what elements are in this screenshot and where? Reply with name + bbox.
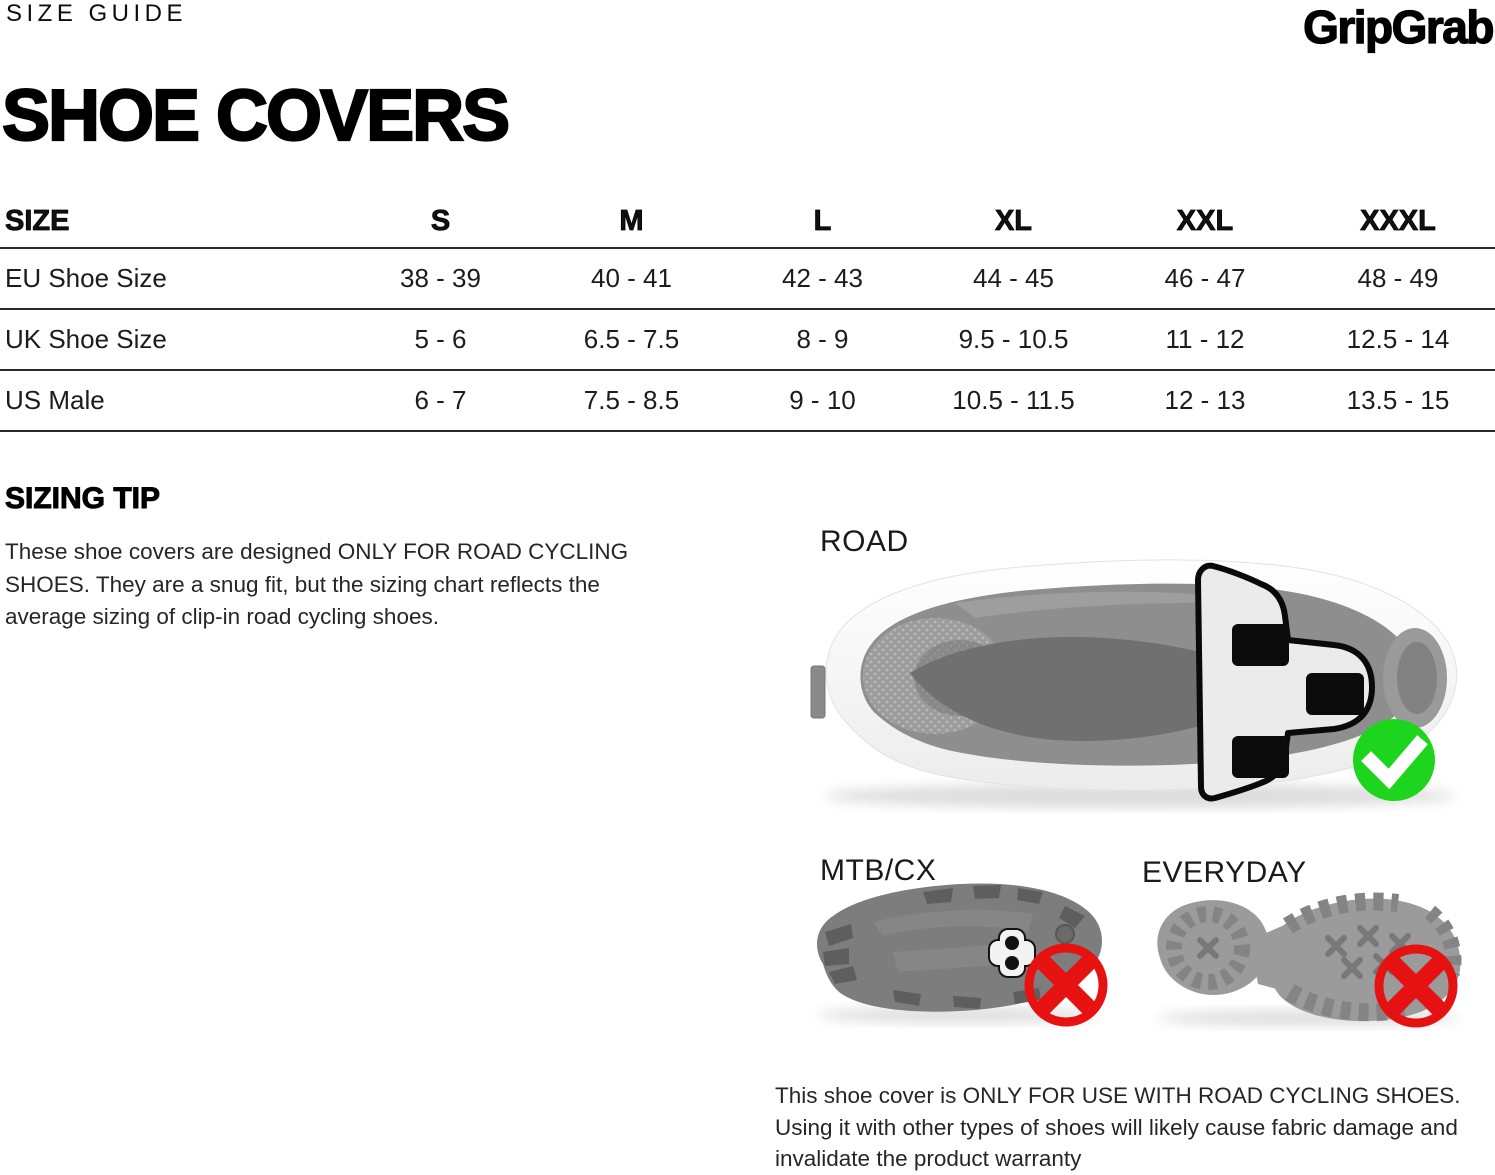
row-label: US Male [0, 370, 345, 431]
page-title: SHOE COVERS [2, 76, 509, 156]
mtb-toe-bolt [1056, 925, 1074, 943]
size-cell: 46 - 47 [1109, 248, 1301, 309]
size-column-header: XL [918, 190, 1109, 248]
size-cell: 5 - 6 [345, 309, 536, 370]
page-kicker: SIZE GUIDE [6, 0, 188, 27]
size-cell: 12 - 13 [1109, 370, 1301, 431]
check-icon [1353, 719, 1435, 801]
sizing-tip-heading: SIZING TIP [5, 482, 161, 515]
size-cell: 7.5 - 8.5 [536, 370, 727, 431]
road-section-label: ROAD [820, 525, 909, 558]
everyday-shoe-sole-image [1146, 866, 1468, 1034]
size-cell: 9.5 - 10.5 [918, 309, 1109, 370]
size-cell: 13.5 - 15 [1301, 370, 1495, 431]
size-cell: 8 - 9 [727, 309, 918, 370]
row-label: UK Shoe Size [0, 309, 345, 370]
size-cell: 11 - 12 [1109, 309, 1301, 370]
sizing-tip-text: These shoe covers are designed ONLY FOR ROAD CYCLING SHOES. They are a snug fit, but the sizing chart reflects the average sizing of clip-in road cycling shoes. [5, 539, 629, 629]
size-column-header: S [345, 190, 536, 248]
size-cell: 9 - 10 [727, 370, 918, 431]
road-toe-pad-inner [1397, 642, 1437, 714]
table-row [0, 309, 1495, 370]
road-heel-tab [811, 666, 825, 718]
size-table [0, 190, 1495, 432]
size-cell: 38 - 39 [345, 248, 536, 309]
size-column-header: XXL [1109, 190, 1301, 248]
size-cell: 6 - 7 [345, 370, 536, 431]
everyday-section-label: EVERYDAY [1142, 856, 1307, 889]
size-column-header: SIZE [0, 190, 345, 248]
size-cell: 44 - 45 [918, 248, 1109, 309]
warning-text: This shoe cover is ONLY FOR USE WITH ROAD CYCLING SHOES. Using it with other types of shoes will likely cause fabric damage and invalidate the product warranty [775, 1083, 1461, 1171]
size-cell: 6.5 - 7.5 [536, 309, 727, 370]
size-cell: 40 - 41 [536, 248, 727, 309]
row-label: EU Shoe Size [0, 248, 345, 309]
brand-logo: GripGrab [1303, 1, 1493, 53]
mtb-shoe-sole-image [803, 872, 1118, 1032]
size-column-header: M [536, 190, 727, 248]
size-cell: 10.5 - 11.5 [918, 370, 1109, 431]
size-cell: 12.5 - 14 [1301, 309, 1495, 370]
table-row [0, 248, 1495, 309]
size-column-header: L [727, 190, 918, 248]
road-shoe-sole-image [805, 548, 1470, 813]
size-cell: 48 - 49 [1301, 248, 1495, 309]
size-cell: 42 - 43 [727, 248, 918, 309]
table-row [0, 370, 1495, 431]
size-column-header: XXXL [1301, 190, 1495, 248]
size-table-header-row [0, 190, 1495, 248]
mtb-section-label: MTB/CX [820, 854, 937, 887]
